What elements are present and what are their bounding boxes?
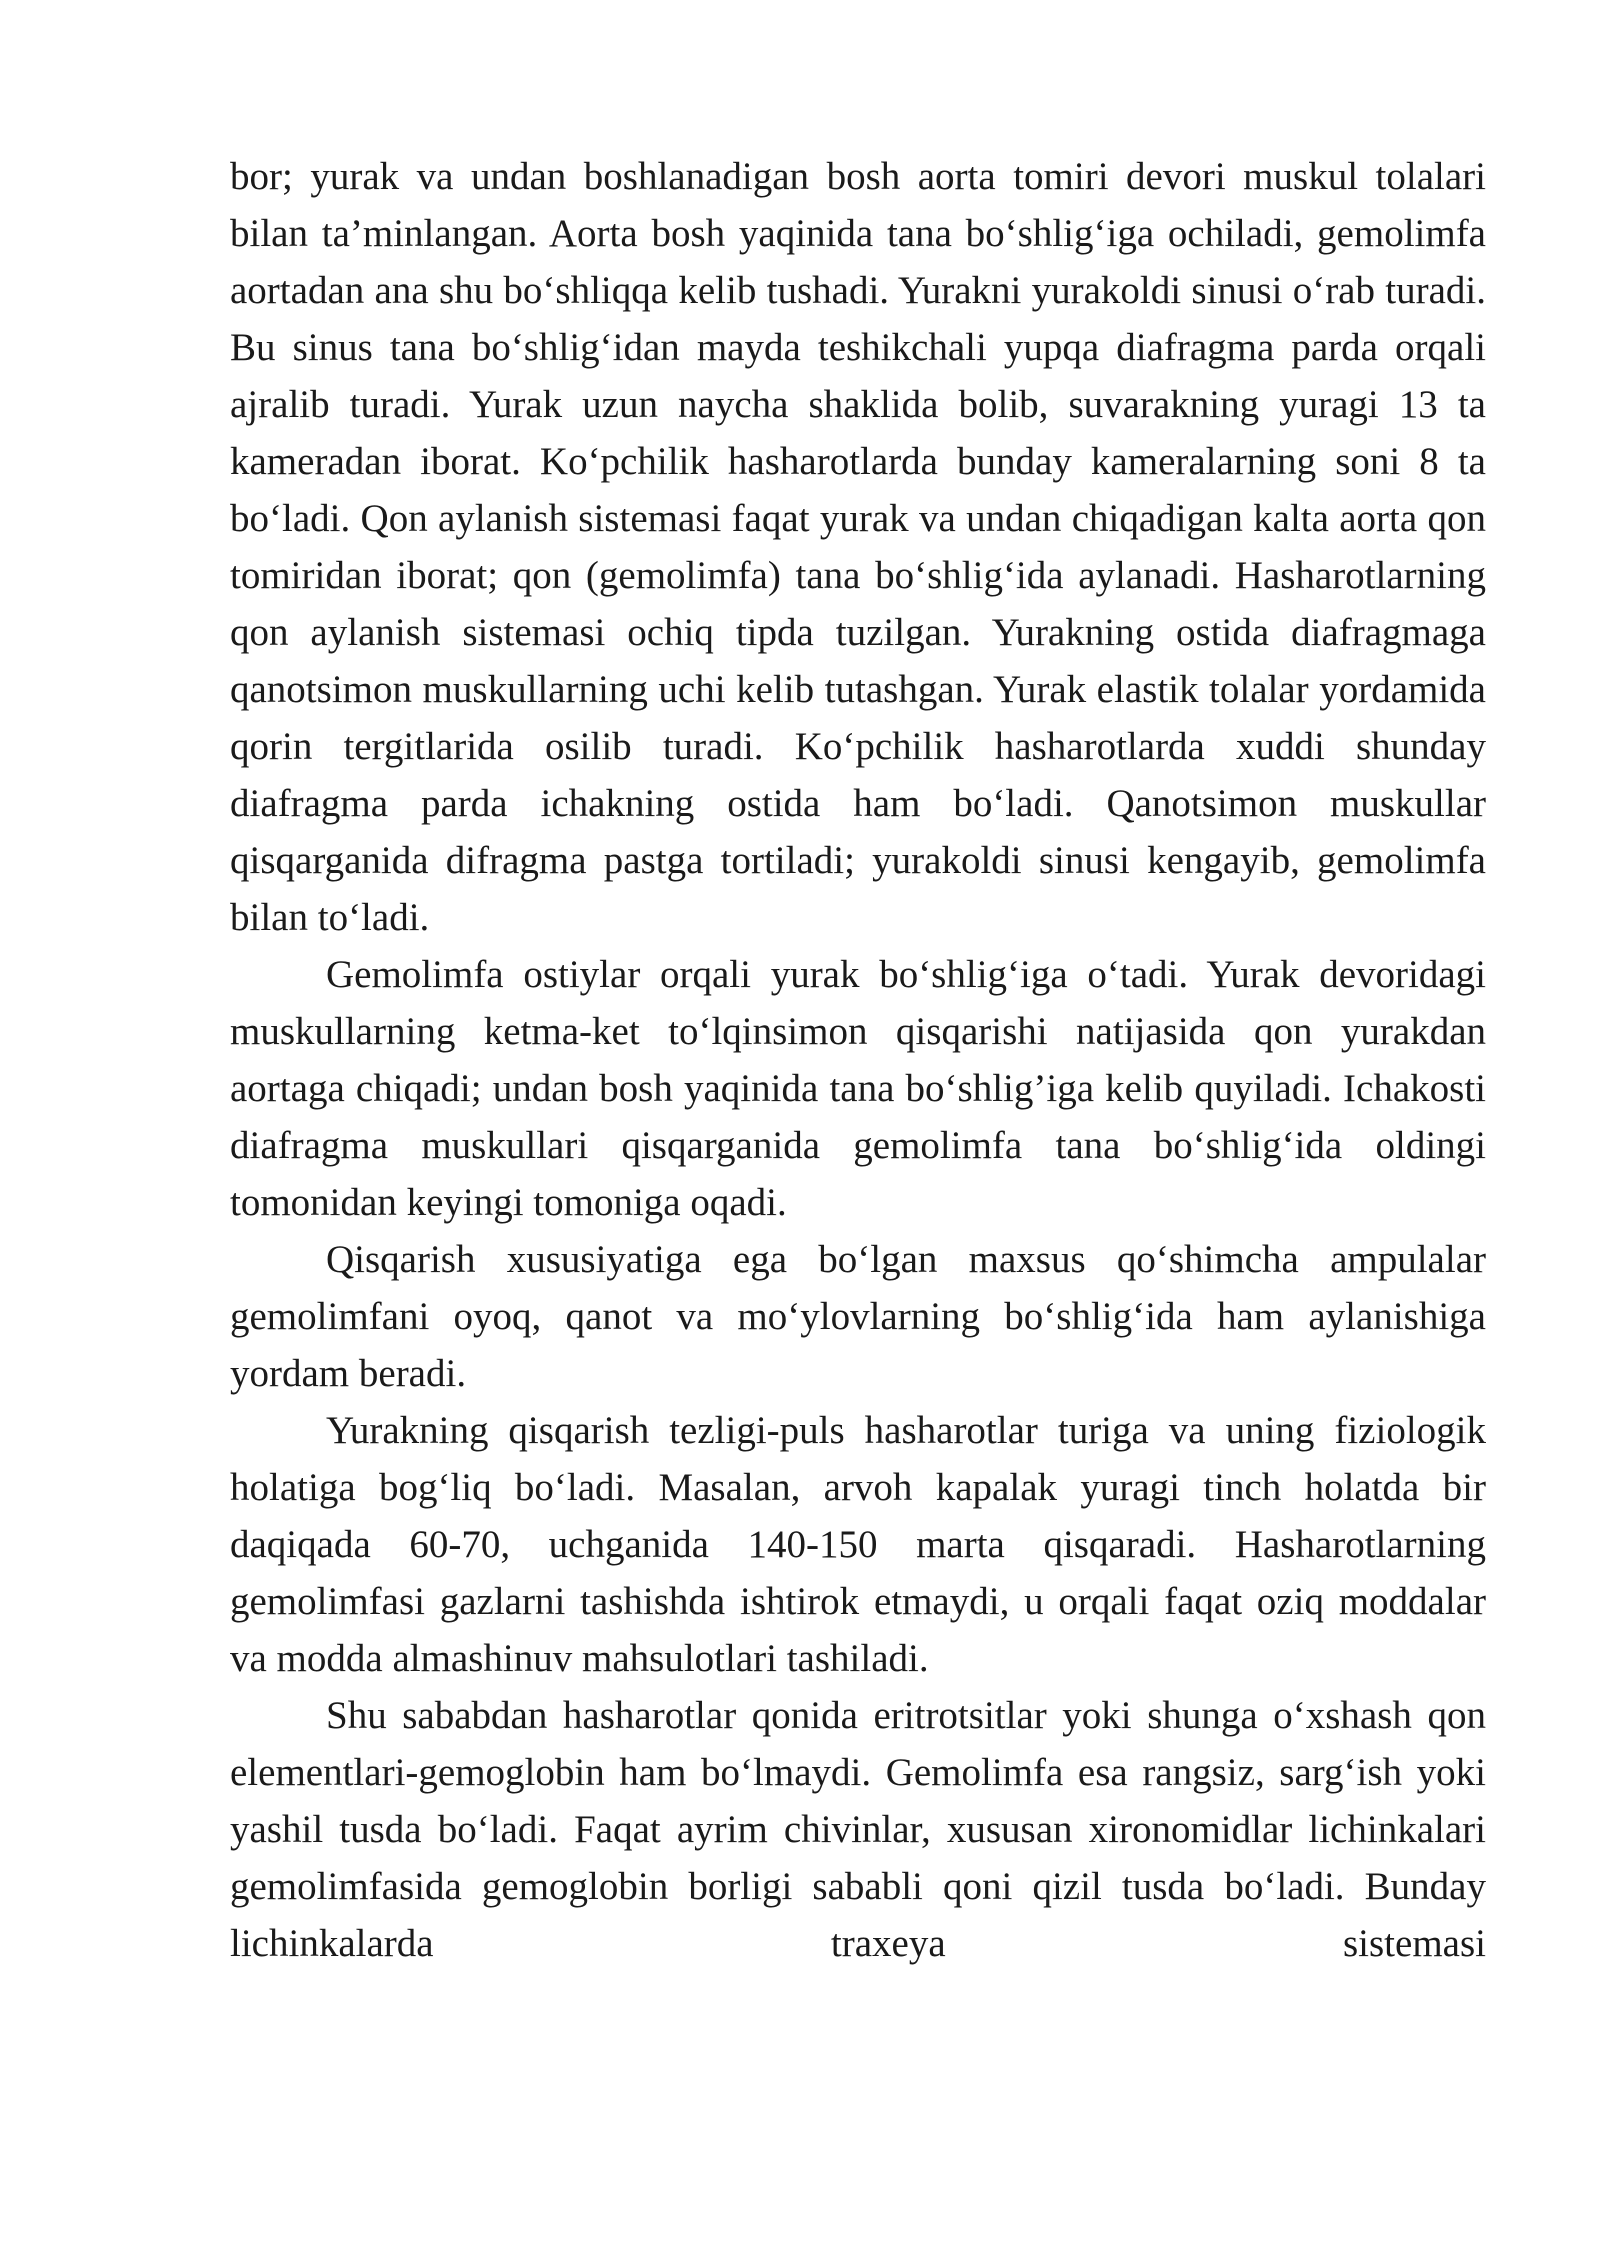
paragraph-hemolymph-color: Shu sababdan hasharotlar qonida eritrotsitlar yoki shunga o‘xshash qon elementlari-gemoglobin ham bo‘lmaydi. Gemolimfa esa rangsiz, sarg‘ish yoki yashil tusda bo‘ladi. Faqat ayrim chivinlar, xususan xironomidlar lichinkalari gemolimfasida gemoglobin borligi sababli qoni qizil tusda bo‘ladi. Bunday lichinkalarda traxeya sistemasi <box>230 1694 1486 1965</box>
paragraph-heart-rate: Yurakning qisqarish tezligi-puls hasharotlar turiga va uning fiziologik holatiga bog‘liq bo‘ladi. Masalan, arvoh kapalak yuragi tinch holatda bir daqiqada 60-70, uchganida 140-150 marta qisqaradi. Hasharotlarning gemolimfasi gazlarni tashishda ishtirok etmaydi, u orqali faqat oziq moddalar va modda almashinuv mahsulotlari tashiladi. <box>230 1409 1486 1680</box>
paragraph-ampullae: Qisqarish xususiyatiga ega bo‘lgan maxsus qo‘shimcha ampulalar gemolimfani oyoq, qanot va mo‘ylovlarning bo‘shlig‘ida ham aylanishiga yordam beradi. <box>230 1238 1486 1395</box>
paragraph-hemolymph-flow: Gemolimfa ostiylar orqali yurak bo‘shlig‘iga o‘tadi. Yurak devoridagi muskullarning ketma-ket to‘lqinsimon qisqarishi natijasida qon yurakdan aortaga chiqadi; undan bosh yaqinida tana bo‘shlig’iga kelib quyiladi. Ichakosti diafragma muskullari qisqarganida gemolimfa tana bo‘shlig‘ida oldingi tomonidan keyingi tomoniga oqadi. <box>230 953 1486 1224</box>
paragraph-continuation: bor; yurak va undan boshlanadigan bosh aorta tomiri devori muskul tolalari bilan ta’minlangan. Aorta bosh yaqinida tana bo‘shlig‘iga ochiladi, gemolimfa aortadan ana shu bo‘shliqqa kelib tushadi. Yurakni yurakoldi sinusi o‘rab turadi. Bu sinus tana bo‘shlig‘idan mayda teshikchali yupqa diafragma parda orqali ajralib turadi. Yurak uzun naycha shaklida bolib, suvarakning yuragi 13 ta kameradan iborat. Ko‘pchilik hasharotlarda bunday kameralarning soni 8 ta bo‘ladi. Qon aylanish sistemasi faqat yurak va undan chiqadigan kalta aorta qon tomiridan iborat; qon (gemolimfa) tana bo‘shlig‘ida aylanadi. Hasharotlarning qon aylanish sistemasi ochiq tipda tuzilgan. Yurakning ostida diafragmaga qanotsimon muskullarning uchi kelib tutashgan. Yurak elastik tolalar yordamida qorin tergitlarida osilib turadi. Ko‘pchilik hasharotlarda xuddi shunday diafragma parda ichakning ostida ham bo‘ladi. Qanotsimon muskullar qisqarganida difragma pastga tortiladi; yurakoldi sinusi kengayib, gemolimfa bilan to‘ladi. <box>230 155 1486 939</box>
document-page <box>230 148 1486 1972</box>
